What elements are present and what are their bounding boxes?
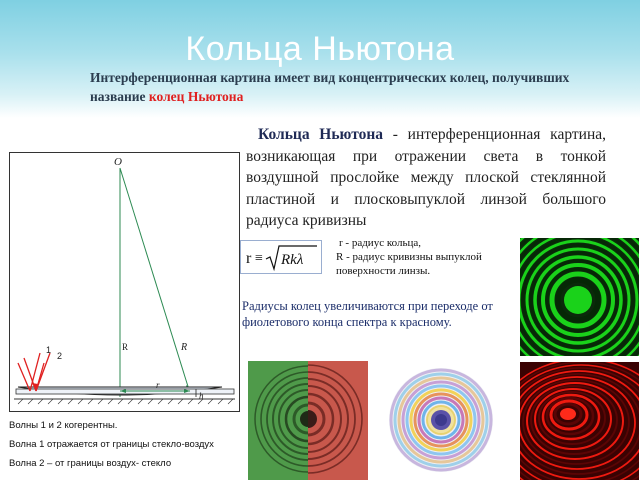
- legend-line-1: r - радиус кольца,: [339, 237, 421, 249]
- label-h: h: [199, 391, 204, 401]
- green-ring-bands: [520, 238, 639, 356]
- caption-2: Волна 1 отражается от границы стекло-воздух: [9, 439, 214, 450]
- subtitle-text: Интерференционная картина имеет вид концентрических колец, получивших название: [90, 70, 570, 104]
- green-rings-image: [520, 238, 639, 356]
- label-r-big: R: [181, 342, 188, 353]
- lens-diagram: [9, 152, 240, 412]
- split-rings-image: [248, 361, 368, 480]
- definition: [246, 124, 606, 232]
- formula-box: [240, 240, 322, 274]
- formula-lhs: r: [246, 250, 252, 267]
- legend-line-3: поверхности линзы.: [336, 265, 431, 277]
- formula-rhs: Rkλ: [281, 252, 304, 268]
- red-rings-image: [520, 362, 639, 480]
- subtitle: [90, 68, 590, 106]
- legend-line-2: R - радиус кривизны выпуклой: [336, 251, 482, 263]
- caption-1: Волны 1 и 2 когерентны.: [9, 420, 118, 431]
- formula-legend: [330, 236, 530, 278]
- formula-graphic: [241, 241, 321, 273]
- label-ray-1: 1: [46, 345, 52, 355]
- label-o: O: [114, 156, 122, 168]
- definition-text: - интерференционная картина, возникающая при отражении света в тонкой воздушной прослойке между плоской стеклянной пластиной и плосковыпуклой линзой большого радиуса кривизны: [246, 126, 606, 229]
- red-half: [308, 361, 368, 480]
- label-r-vertical: R: [122, 342, 129, 352]
- slide-title: Кольца Ньютона: [185, 30, 455, 68]
- rainbow-ring-bands: [389, 368, 493, 472]
- label-ray-2: 2: [57, 351, 63, 361]
- definition-term: Кольца Ньютона: [258, 126, 384, 143]
- spectrum-note: Радиусы колец увеличиваются при переходе от фиолетового конца спектра к красному.: [242, 299, 493, 329]
- caption-3: Волна 2 – от границы воздух- стекло: [9, 458, 172, 469]
- lens-diagram-graphic: [10, 153, 239, 411]
- subtitle-highlight: колец Ньютона: [148, 89, 244, 104]
- radius-line: [120, 168, 190, 393]
- formula-equals: ≡: [255, 251, 263, 266]
- label-r-small: r: [156, 380, 160, 390]
- white-light-rings-image: [386, 364, 496, 476]
- captions: [9, 416, 214, 473]
